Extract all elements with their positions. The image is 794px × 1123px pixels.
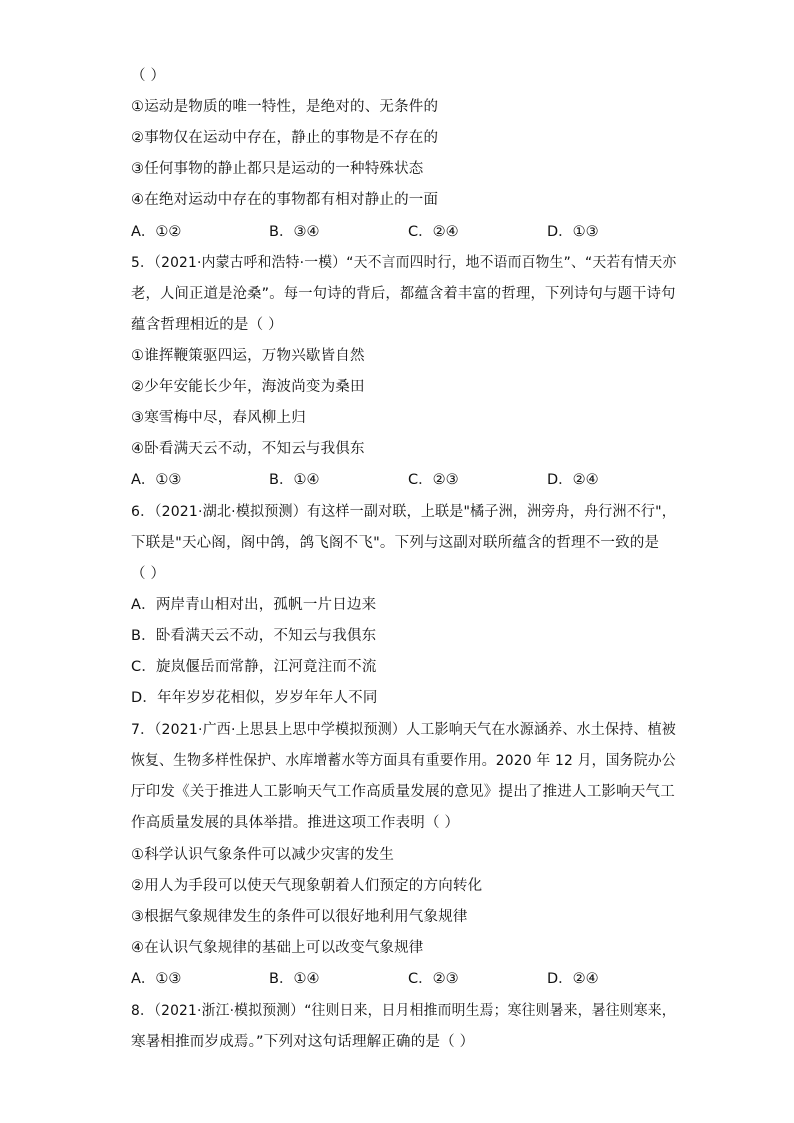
- q5-stem-line-1: 5．（2021·内蒙古呼和浩特·一模）“天不言而四时行，地不语而百物生”、“天若有情天亦: [131, 255, 677, 271]
- q6-option-a: A．两岸青山相对出，孤帆一片日边来: [131, 597, 377, 613]
- q7-item-1: ①科学认识气象条件可以减少灾害的发生: [131, 847, 395, 863]
- q7-stem-line-1: 7．（2021·广西·上思县上思中学模拟预测）人工影响天气在水源涵养、水土保持、植被: [131, 722, 676, 738]
- q5-stem-line-2: 老，人间正道是沧桑”。每一句诗的背后，都蕴含着丰富的哲理，下列诗句与题干诗句: [131, 286, 676, 302]
- q5-option-a: A．①③: [131, 472, 182, 488]
- q7-stem-line-3: 厅印发《关于推进人工影响天气工作高质量发展的意见》提出了推进人工影响天气工: [131, 784, 675, 800]
- q4-item-1: ①运动是物质的唯一特性，是绝对的、无条件的: [131, 99, 439, 115]
- q4-option-d: D．①③: [547, 224, 599, 240]
- q4-item-2: ②事物仅在运动中存在，静止的事物是不存在的: [131, 130, 439, 146]
- q7-item-2: ②用人为手段可以使天气现象朝着人们预定的方向转化: [131, 878, 483, 894]
- q7-option-a: A．①③: [131, 971, 182, 987]
- q8-stem-line-2: 寒暑相推而岁成焉。”下列对这句话理解正确的是（ ）: [131, 1034, 475, 1050]
- q7-stem-line-2: 恢复、生物多样性保护、水库增蓄水等方面具有重要作用。2020 年 12 月，国务院办公: [131, 753, 676, 769]
- q5-option-b: B．①④: [269, 472, 320, 488]
- q4-option-b: B．③④: [269, 224, 320, 240]
- q8-stem-line-1: 8．（2021·浙江·模拟预测）“往则日来，日月相推而明生焉；寒往则暑来，暑往则寒来，: [131, 1003, 676, 1019]
- q6-stem-line-2: 下联是"天心阁，阁中鸽，鸽飞阁不飞"。下列与这副对联所蕴含的哲理不一致的是: [131, 535, 660, 551]
- q6-option-c: C．旋岚偃岳而常静，江河竟注而不流: [131, 659, 377, 675]
- q4-answer-blank: （ ）: [131, 68, 166, 84]
- q5-item-2: ②少年安能长少年，海波尚变为桑田: [131, 379, 365, 395]
- q7-item-3: ③根据气象规律发生的条件可以很好地利用气象规律: [131, 909, 468, 925]
- q7-stem-line-4: 作高质量发展的具体举措。推进这项工作表明（ ）: [131, 815, 460, 831]
- q4-item-4: ④在绝对运动中存在的事物都有相对静止的一面: [131, 192, 439, 208]
- q5-stem-line-3: 蕴含哲理相近的是（ ）: [131, 317, 283, 333]
- q4-option-c: C．②④: [408, 224, 459, 240]
- q5-option-d: D．②④: [547, 472, 599, 488]
- q7-item-4: ④在认识气象规律的基础上可以改变气象规律: [131, 940, 424, 956]
- q6-option-d: D．年年岁岁花相似，岁岁年年人不同: [131, 690, 378, 706]
- q4-item-3: ③任何事物的静止都只是运动的一种特殊状态: [131, 161, 424, 177]
- q6-option-b: B．卧看满天云不动，不知云与我俱东: [131, 628, 377, 644]
- q6-stem-line-1: 6．（2021·湖北·模拟预测）有这样一副对联，上联是"橘子洲，洲旁舟，舟行洲不行"，: [131, 504, 677, 520]
- q5-option-c: C．②③: [408, 472, 459, 488]
- q7-option-d: D．②④: [547, 971, 599, 987]
- q7-option-b: B．①④: [269, 971, 320, 987]
- q6-stem-line-3: （ ）: [131, 566, 166, 582]
- q5-item-3: ③寒雪梅中尽，春风柳上归: [131, 410, 306, 426]
- q5-item-1: ①谁挥鞭策驱四运，万物兴歇皆自然: [131, 348, 365, 364]
- q5-item-4: ④卧看满天云不动，不知云与我俱东: [131, 441, 365, 457]
- q7-option-c: C．②③: [408, 971, 459, 987]
- q4-option-a: A．①②: [131, 224, 182, 240]
